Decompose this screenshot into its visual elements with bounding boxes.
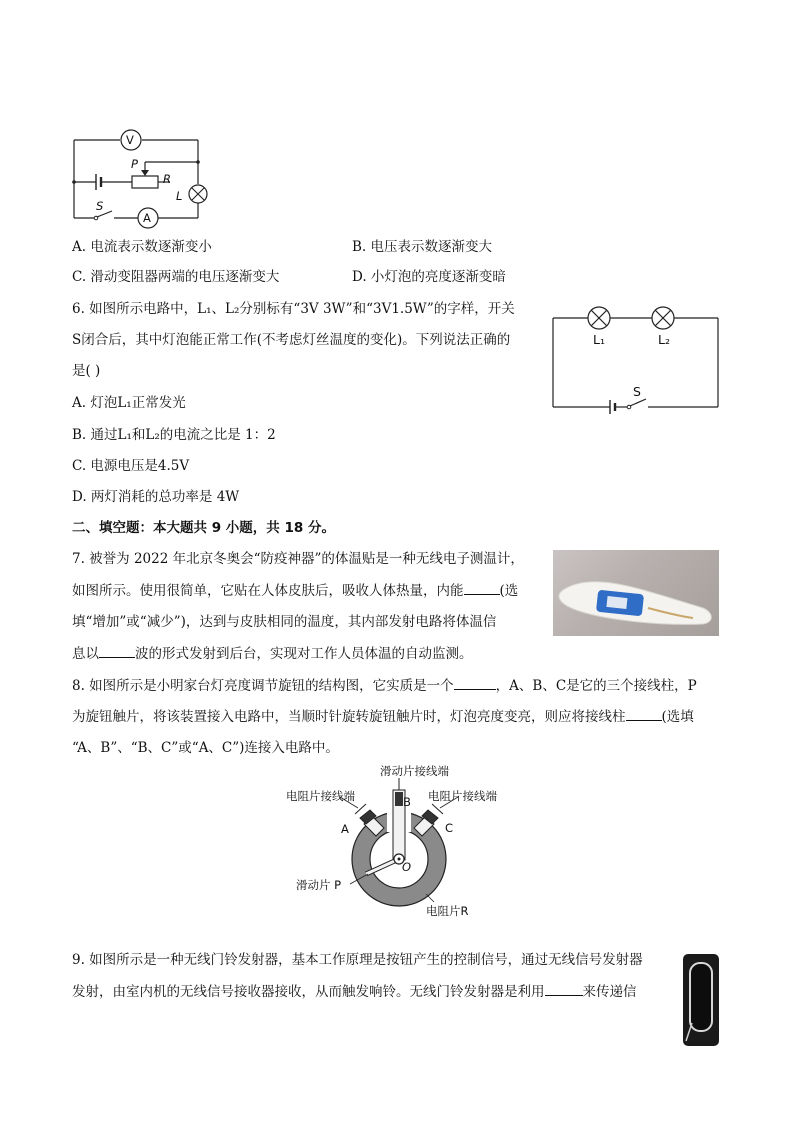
lamp1-label: L₁ [593, 332, 605, 347]
q6-option-d: D. 两灯消耗的总功率是 4W [72, 489, 240, 505]
ammeter-label: A [143, 211, 151, 225]
answer-blank [454, 677, 496, 690]
q7-line4-text: 息以 [72, 646, 99, 662]
q7-line2-tail: (选 [499, 583, 519, 599]
q5-option-d: D. 小灯泡的亮度逐渐变暗 [352, 269, 506, 285]
q8-line3: “A、B”、“B、C”或“A、C”)连接入电路中。 [72, 740, 339, 756]
q6-option-b: B. 通过L₁和L₂的电流之比是 1：2 [72, 427, 276, 443]
q8-line1 [72, 677, 697, 695]
switch-label: S [96, 199, 104, 213]
q7-line4 [72, 645, 473, 663]
q8-knob-svg [280, 762, 520, 922]
q7-line2 [72, 582, 518, 600]
q9-line2-tail: 来传递信 [582, 984, 637, 1000]
switch-label: S [633, 384, 641, 399]
slider-p-label: 滑动片 P [296, 878, 342, 892]
q8-line2-text: 为旋钮触片，将该装置接入电路中，当顺时针旋转旋钮触片时，灯泡亮度变亮，则应将接线柱 [72, 709, 626, 725]
section-heading: 二、填空题：本大题共 9 小题，共 18 分。 [72, 520, 335, 536]
q8-knob-diagram [280, 762, 520, 922]
q6-stem-line3: 是( ) [72, 363, 101, 379]
voltmeter-label: V [126, 133, 134, 147]
lamp-label: L [176, 189, 183, 203]
q7-line3: 填“增加”或“减少”)，达到与皮肤相同的温度，其内部发射电路将体温信 [72, 614, 497, 630]
q6-stem-line2: S闭合后，其中灯泡能正常工作(不考虑灯丝温度的变化)。下列说法正确的 [72, 332, 511, 348]
q5-circuit-svg [60, 120, 220, 235]
q6-circuit-diagram [548, 305, 723, 415]
q5-option-a: A. 电流表示数逐渐变小 [72, 239, 212, 255]
q5-option-b: B. 电压表示数逐渐变大 [352, 239, 493, 255]
q5-circuit-diagram [60, 120, 220, 235]
q7-line2-text: 如图所示。使用很简单，它贴在人体皮肤后，吸收人体热量，内能 [72, 583, 464, 599]
answer-blank [545, 983, 583, 996]
terminal-b-label: B [403, 795, 411, 809]
doorbell-transmitter-photo [682, 953, 720, 1047]
answer-blank [99, 645, 135, 658]
q9-line2 [72, 983, 637, 1001]
thermometer-patch-photo [553, 550, 719, 636]
q8-line2 [72, 708, 694, 726]
rheostat-symbol [132, 176, 158, 188]
pivot-o-label: O [402, 860, 412, 874]
q8-line2-tail: (选填 [661, 709, 694, 725]
right-resistor-terminal-label: 电阻片接线端 [428, 789, 497, 803]
rheostat-label: R [163, 172, 171, 186]
q9-line2-text: 发射，由室内机的无线信号接收器接收，从而触发响铃。无线门铃发射器是利用 [72, 984, 545, 1000]
q8-line1-tail: ，A、B、C是它的三个接线柱，P [495, 678, 697, 694]
q9-line1: 9. 如图所示是一种无线门铃发射器，基本工作原理是按钮产生的控制信号，通过无线信号发射器 [72, 952, 643, 968]
terminal-c-label: C [445, 821, 454, 835]
thermometer-patch-svg [553, 550, 719, 636]
q6-option-c: C. 电源电压是4.5V [72, 458, 190, 474]
slider-label: P [131, 157, 138, 171]
answer-blank [464, 582, 500, 595]
answer-blank [626, 708, 662, 721]
terminal-a-label: A [341, 822, 349, 836]
resistor-r-label: 电阻片R [426, 904, 469, 918]
q5-option-c: C. 滑动变阻器两端的电压逐渐变大 [72, 269, 280, 285]
q8-line1-text: 8. 如图所示是小明家台灯亮度调节旋钮的结构图，它实质是一个 [72, 678, 454, 694]
q7-line4-tail: 波的形式发射到后台，实现对工作人员体温的自动监测。 [135, 646, 473, 662]
q7-line1: 7. 被誉为 2022 年北京冬奥会“防疫神器”的体温贴是一种无线电子测温计， [72, 551, 524, 567]
lamp2-label: L₂ [658, 332, 670, 347]
left-resistor-terminal-label: 电阻片接线端 [286, 789, 355, 803]
q6-stem-line1: 6. 如图所示电路中，L₁、L₂分别标有“3V 3W”和“3V1.5W”的字样，开关 [72, 301, 515, 317]
q6-option-a: A. 灯泡L₁正常发光 [72, 395, 186, 411]
slider-terminal-label: 滑动片接线端 [380, 764, 449, 778]
doorbell-svg [682, 953, 720, 1047]
